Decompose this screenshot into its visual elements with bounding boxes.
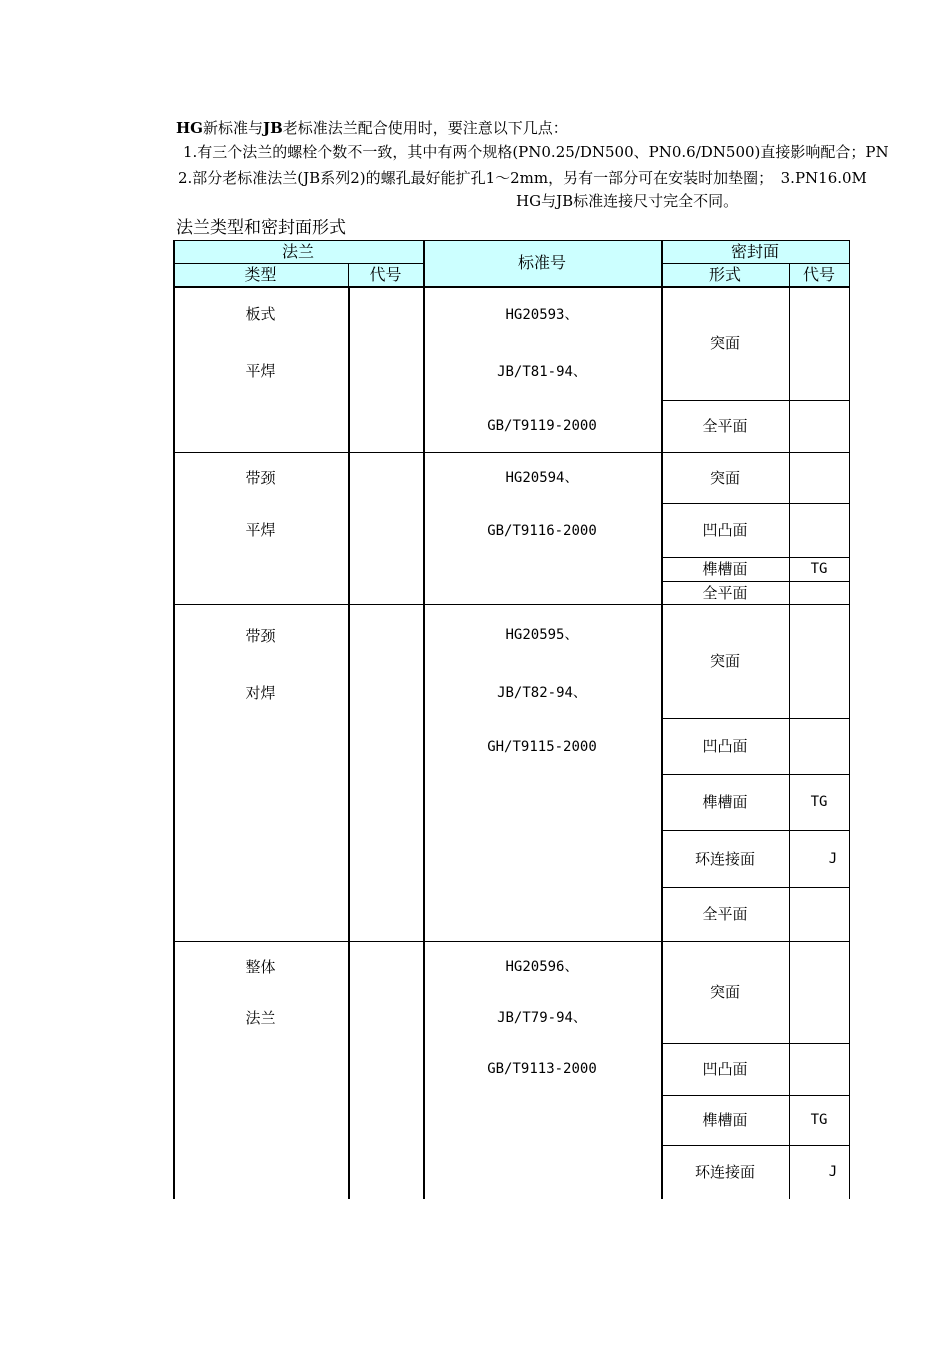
flange-type-line1: 带颈 — [245, 627, 276, 645]
seal-code: TG — [810, 1112, 828, 1128]
note-3: HG与JB标准连接尺寸完全不同。 — [516, 192, 739, 210]
note-1: 1.有三个法兰的螺栓个数不一致，其中有两个规格(PN0.25/DN500、PN0.6/DN500)直接影响配合；PN — [183, 143, 889, 161]
seal-form: 凹凸面 — [702, 737, 748, 755]
column-line-left — [173, 240, 175, 1199]
seal-form: 全平面 — [702, 583, 748, 602]
intro-title-mid: 新标准与 — [202, 119, 263, 137]
seal-form: 突面 — [709, 983, 740, 1001]
seal-row-divider — [661, 557, 850, 558]
seal-form: 全平面 — [702, 905, 748, 923]
seal-form: 榫槽面 — [702, 793, 748, 811]
standard-number: JB/T82-94、 — [497, 685, 587, 701]
seal-form: 凹凸面 — [702, 1060, 748, 1078]
seal-row-divider — [661, 1043, 850, 1044]
header-mid-border-left — [173, 263, 423, 264]
standard-number: HG20594、 — [505, 470, 579, 486]
flange-type-line1: 板式 — [245, 305, 276, 323]
seal-row-divider — [661, 718, 850, 719]
flange-type-line2: 对焊 — [245, 684, 276, 702]
flange-type-line2: 平焊 — [245, 521, 276, 539]
column-line-code-standard — [423, 240, 425, 1199]
intro-title — [176, 119, 568, 137]
seal-form: 环连接面 — [694, 1163, 755, 1181]
standard-number: GB/T9119-2000 — [487, 418, 597, 434]
intro-title-jb: JB — [263, 119, 283, 137]
seal-row-divider — [661, 830, 850, 831]
seal-row-divider — [661, 887, 850, 888]
group-divider — [173, 941, 850, 942]
standard-number: JB/T79-94、 — [497, 1010, 587, 1026]
seal-row-divider — [661, 400, 850, 401]
group-divider — [173, 604, 850, 605]
header-seal-form: 形式 — [708, 264, 741, 284]
seal-code: TG — [810, 561, 828, 577]
header-seal-code: 代号 — [802, 264, 835, 284]
header-type: 类型 — [244, 264, 277, 284]
seal-form: 突面 — [709, 652, 740, 670]
seal-row-divider — [661, 1095, 850, 1096]
standard-number: HG20595、 — [505, 627, 579, 643]
header-top-border — [173, 240, 850, 241]
standard-number: GB/T9116-2000 — [487, 523, 597, 539]
flange-type-line1: 带颈 — [245, 469, 276, 487]
seal-row-divider — [661, 1145, 850, 1146]
header-mid-border-right — [661, 263, 849, 264]
standard-number: GB/T9113-2000 — [487, 1061, 597, 1077]
seal-code: J — [828, 1164, 838, 1180]
standard-number: GH/T9115-2000 — [487, 739, 597, 755]
seal-form: 榫槽面 — [702, 560, 748, 578]
intro-title-hg: HG — [176, 119, 203, 137]
note-2: 2.部分老标准法兰(JB系列2)的螺孔最好能扩孔1～2mm，另有一部分可在安装时加垫圈； 3.PN16.0M — [178, 169, 867, 187]
header-seal: 密封面 — [730, 241, 779, 261]
header-divider-type-code — [348, 263, 349, 286]
seal-code: J — [828, 850, 838, 867]
seal-form: 突面 — [709, 334, 740, 352]
column-line-right — [849, 240, 850, 1199]
header-standard: 标准号 — [517, 253, 566, 272]
seal-row-divider — [661, 503, 850, 504]
header-code: 代号 — [369, 264, 402, 284]
flange-type-line2: 法兰 — [245, 1009, 276, 1027]
table-title: 法兰类型和密封面形式 — [176, 218, 346, 238]
flange-type-line2: 平焊 — [245, 362, 276, 380]
seal-row-divider — [661, 774, 850, 775]
standard-number: HG20596、 — [505, 959, 579, 975]
seal-form: 环连接面 — [694, 849, 755, 868]
flange-type-line1: 整体 — [245, 958, 276, 976]
header-divider-form-code — [789, 263, 790, 286]
column-line-standard-seal — [661, 240, 663, 1199]
group-divider — [173, 452, 850, 453]
seal-row-divider — [661, 581, 850, 582]
header-flange: 法兰 — [281, 241, 314, 261]
seal-form: 凹凸面 — [702, 521, 748, 539]
seal-code: TG — [810, 794, 828, 810]
seal-form: 榫槽面 — [702, 1111, 748, 1129]
seal-form: 全平面 — [702, 417, 748, 435]
seal-form: 突面 — [709, 468, 740, 487]
intro-title-rest: 老标准法兰配合使用时，要注意以下几点： — [282, 119, 568, 137]
standard-number: HG20593、 — [505, 307, 579, 323]
column-line-type-code — [348, 286, 350, 1199]
header-bottom-border — [173, 286, 850, 288]
standard-number: JB/T81-94、 — [497, 364, 587, 380]
